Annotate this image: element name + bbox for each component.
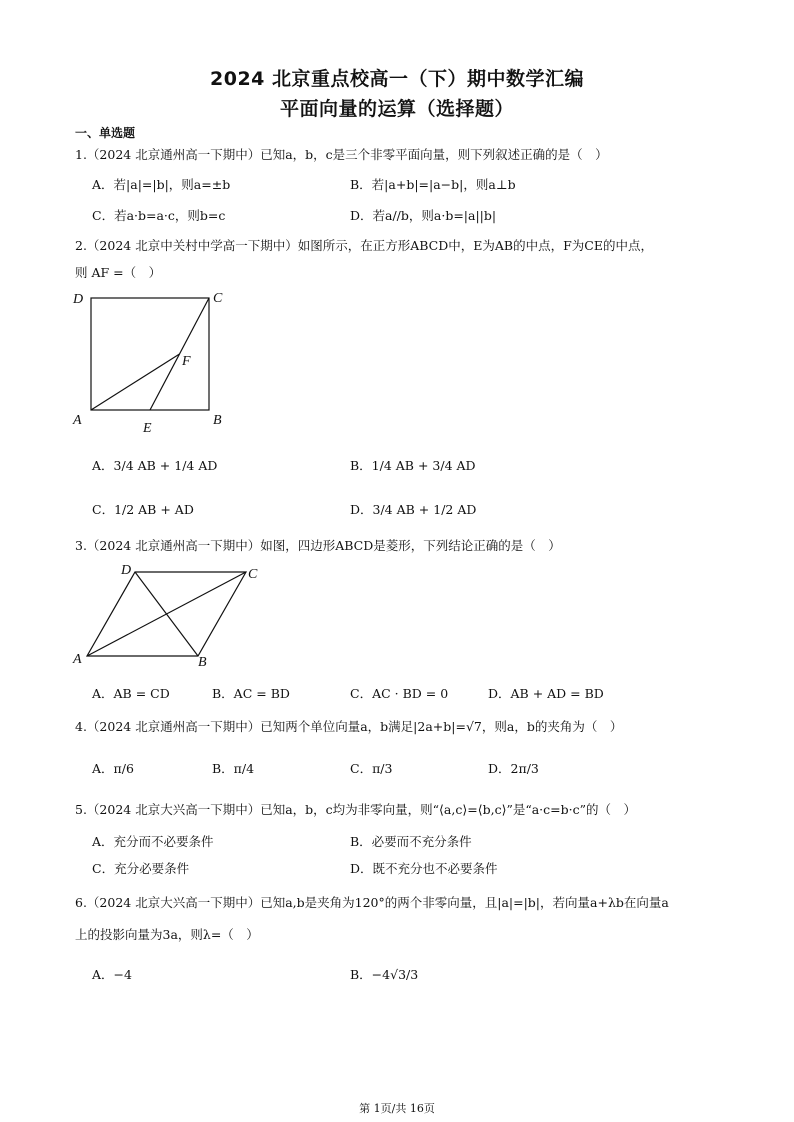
label-f: F	[182, 354, 191, 369]
page-title: 2024 北京重点校高一（下）期中数学汇编	[210, 68, 584, 90]
question-3-option-c: C．AC · BD = 0	[350, 686, 449, 701]
question-1-option-d: D．若a//b，则a·b=|a||b|	[350, 208, 497, 223]
question-3-option-b: B．AC = BD	[212, 686, 290, 701]
label-c: C	[248, 567, 258, 582]
label-a: A	[73, 652, 82, 667]
label-e: E	[143, 421, 152, 436]
question-5-option-d: D．既不充分也不必要条件	[350, 861, 498, 876]
question-2-option-a: A．3/4 AB + 1/4 AD	[92, 458, 218, 473]
question-3-option-a: A．AB = CD	[92, 686, 170, 701]
square-figure	[65, 286, 245, 436]
question-4-option-b: B．π/4	[212, 761, 255, 776]
question-5-option-a: A．充分而不必要条件	[92, 834, 214, 849]
question-4-option-c: C．π/3	[350, 761, 393, 776]
question-6-option-b: B．−4√3/3	[350, 967, 419, 982]
question-6-stem-continued: 上的投影向量为3a，则λ=（ ）	[75, 927, 259, 942]
question-2-option-c: C．1/2 AB + AD	[92, 502, 194, 517]
question-5-stem: 5.（2024 北京大兴高一下期中）已知a，b，c均为非零向量，则“⟨a,c⟩=⟨b,c⟩”是“a·c=b·c”的（ ）	[75, 802, 636, 817]
label-a: A	[73, 413, 82, 428]
question-1-option-b: B．若|a+b|=|a−b|，则a⊥b	[350, 177, 516, 192]
question-3-stem: 3.（2024 北京通州高一下期中）如图，四边形ABCD是菱形，下列结论正确的是（ ）	[75, 538, 561, 553]
question-2-option-b: B．1/4 AB + 3/4 AD	[350, 458, 476, 473]
question-4-option-a: A．π/6	[92, 761, 134, 776]
question-2-stem: 2.（2024 北京中关村中学高一下期中）如图所示，在正方形ABCD中，E为AB的中点，F为CE的中点，	[75, 238, 653, 253]
question-2-option-d: D．3/4 AB + 1/2 AD	[350, 502, 477, 517]
label-d: D	[121, 563, 132, 578]
page-subtitle: 平面向量的运算（选择题）	[279, 98, 514, 120]
section-heading: 一、单选题	[75, 126, 136, 140]
question-6-stem: 6.（2024 北京大兴高一下期中）已知a,b是夹角为120°的两个非零向量，且|a|=|b|，若向量a+λb在向量a	[75, 895, 669, 910]
question-4-option-d: D．2π/3	[488, 761, 539, 776]
question-4-stem: 4.（2024 北京通州高一下期中）已知两个单位向量a，b满足|2a+b|=√7，则a，b的夹角为（ ）	[75, 719, 623, 734]
label-b: B	[213, 413, 222, 428]
label-c: C	[213, 291, 223, 306]
square-abcd	[91, 298, 209, 410]
label-d: D	[73, 292, 84, 307]
label-b: B	[198, 655, 207, 670]
question-5-option-c: C．充分必要条件	[92, 861, 190, 876]
question-1-option-c: C．若a·b=a·c，则b=c	[92, 208, 226, 223]
question-1-option-a: A．若|a|=|b|，则a=±b	[92, 177, 231, 192]
question-1-stem: 1.（2024 北京通州高一下期中）已知a，b，c是三个非零平面向量，则下列叙述正确的是（ ）	[75, 147, 608, 162]
rhombus-figure	[65, 560, 270, 672]
diagonal-bd	[135, 572, 198, 656]
question-3-option-d: D．AB + AD = BD	[488, 686, 604, 701]
question-5-option-b: B．必要而不充分条件	[350, 834, 472, 849]
question-2-stem-continued: 则 AF =（ ）	[75, 265, 162, 280]
segment-af	[91, 354, 180, 410]
question-6-option-a: A．−4	[92, 967, 132, 982]
page-number: 第 1页/共 16页	[359, 1102, 435, 1115]
